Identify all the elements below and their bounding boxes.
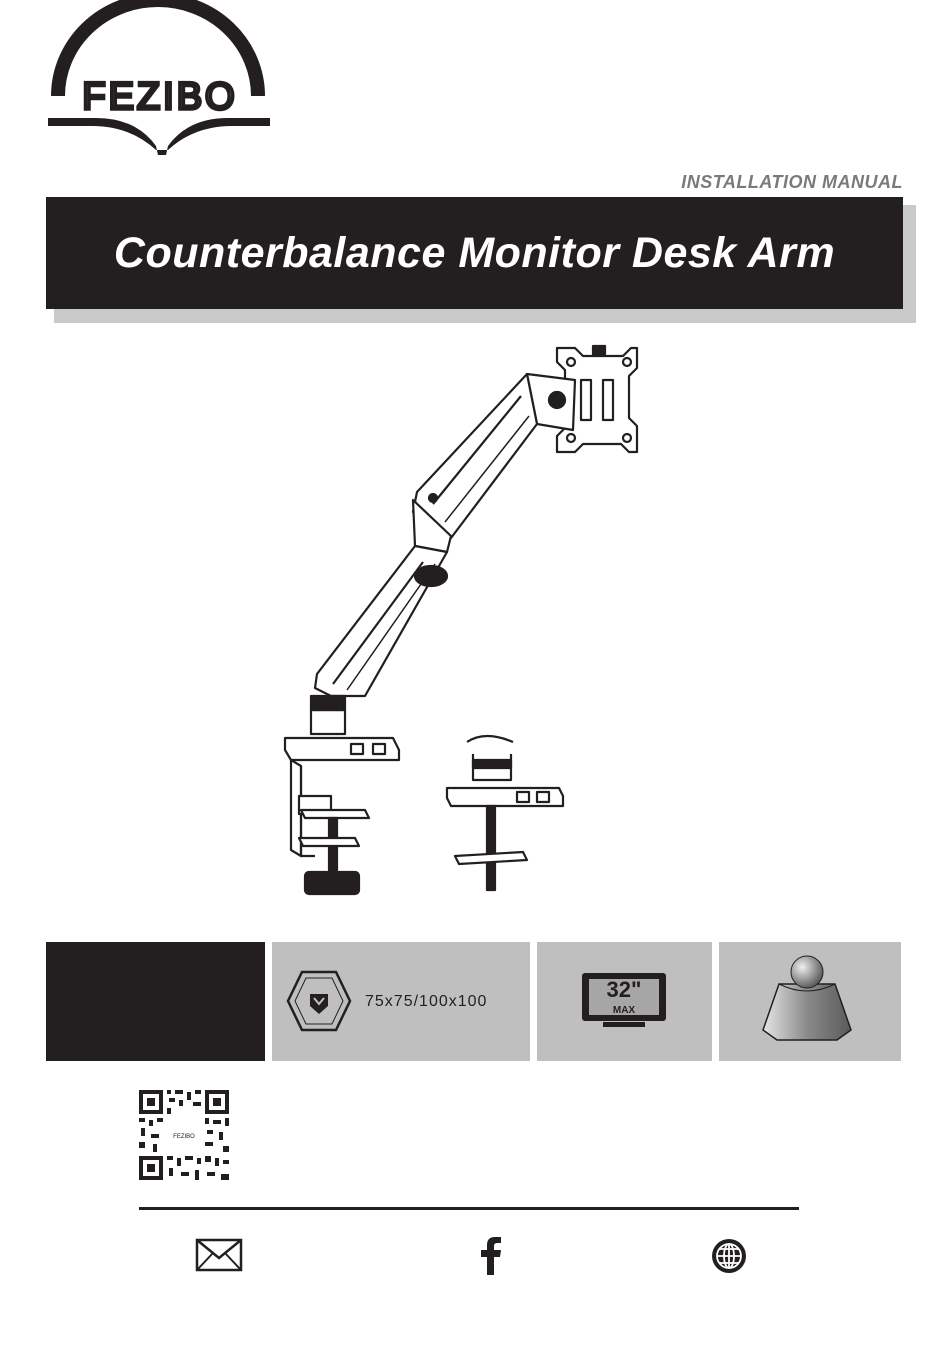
spec-vesa [272, 942, 530, 1061]
globe-icon[interactable] [710, 1237, 748, 1275]
max-screen-size: 32" [606, 977, 642, 1002]
vesa-sizes: 75x75/100x100 [365, 993, 488, 1010]
page-title: Counterbalance Monitor Desk Arm [113, 228, 836, 277]
qr-logo-text: FEZIBO [173, 1134, 195, 1140]
title-banner [46, 197, 903, 309]
vesa-compliant-icon [286, 970, 352, 1032]
max-label: MAX [612, 1005, 636, 1016]
weight-icon [757, 954, 857, 1044]
spec-weight [719, 942, 901, 1061]
spec-label-block [46, 942, 265, 1061]
qr-code [137, 1088, 231, 1182]
mail-icon[interactable] [195, 1237, 243, 1273]
document-subtitle: INSTALLATION MANUAL [681, 172, 903, 192]
logo-text: FEZIBO [82, 76, 238, 118]
spec-screen-size [537, 942, 712, 1061]
fezibo-logo [44, 0, 276, 160]
footer-divider [139, 1207, 799, 1210]
monitor-arm-illustration [275, 340, 675, 900]
facebook-icon[interactable] [478, 1237, 504, 1275]
